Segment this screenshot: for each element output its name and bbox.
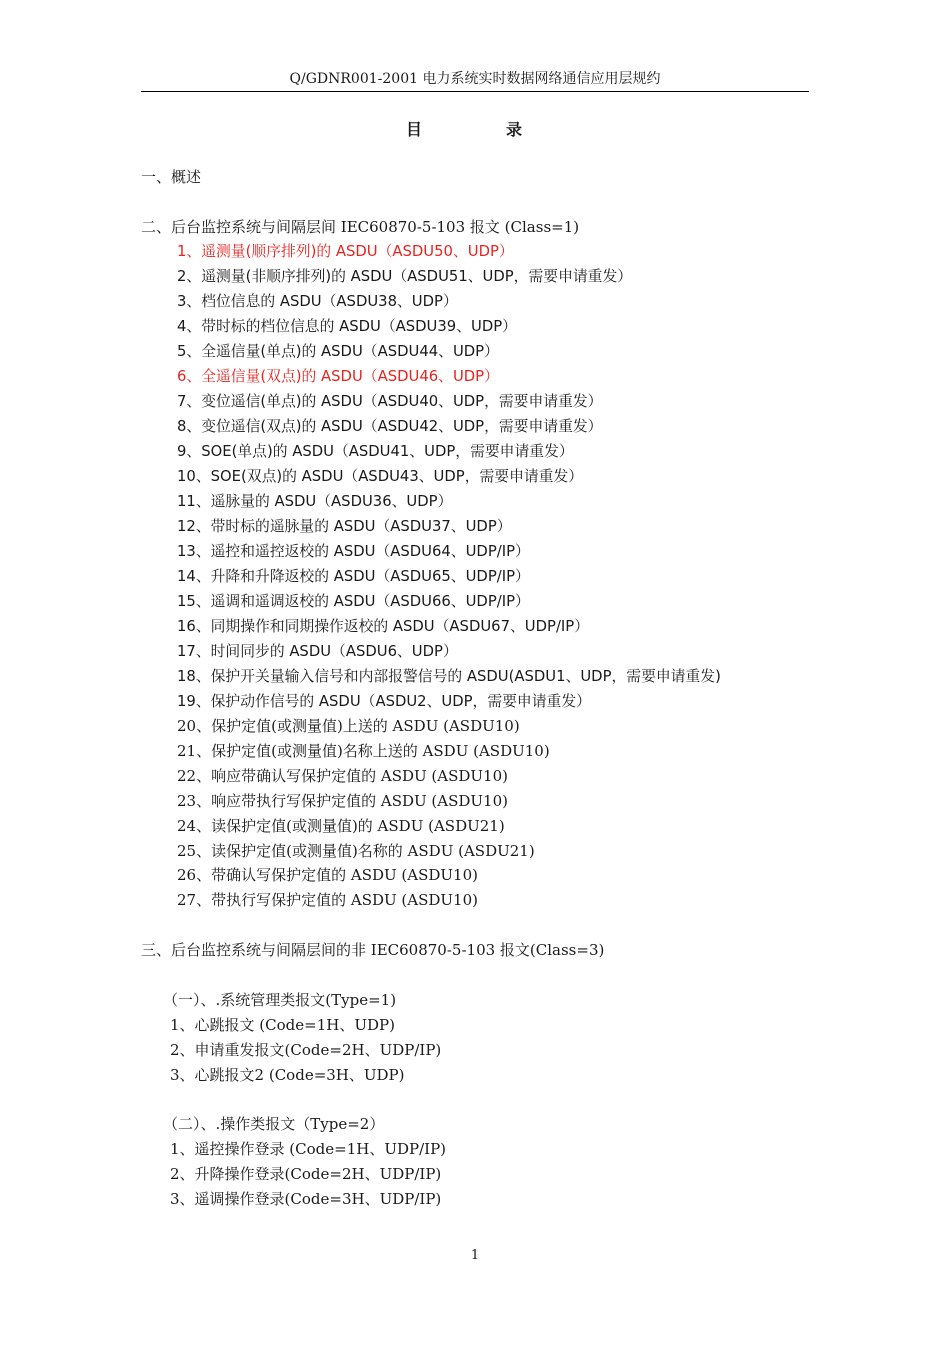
- toc-title-char-1: 目: [406, 120, 423, 139]
- toc-item: 27、带执行写保护定值的 ASDU (ASDU10): [177, 891, 478, 909]
- toc-item: 11、遥脉量的 ASDU（ASDU36、UDP）: [177, 493, 453, 510]
- toc-item: 17、时间同步的 ASDU（ASDU6、UDP）: [177, 643, 458, 660]
- toc-item: 6、全遥信量(双点)的 ASDU（ASDU46、UDP）: [177, 368, 499, 385]
- toc-item: 24、读保护定值(或测量值)的 ASDU (ASDU21): [177, 817, 505, 835]
- toc-item: 19、保护动作信号的 ASDU（ASDU2、UDP，需要申请重发）: [177, 693, 591, 710]
- toc-item: 2、升降操作登录(Code=2H、UDP/IP): [170, 1165, 442, 1183]
- group-2-title: （二）、.操作类报文（Type=2）: [163, 1115, 385, 1133]
- toc-item: 1、遥测量(顺序排列)的 ASDU（ASDU50、UDP）: [177, 243, 514, 260]
- toc-item: 3、档位信息的 ASDU（ASDU38、UDP）: [177, 293, 458, 310]
- toc-item: 23、响应带执行写保护定值的 ASDU (ASDU10): [177, 792, 508, 810]
- toc-item: 25、读保护定值(或测量值)名称的 ASDU (ASDU21): [177, 842, 535, 860]
- toc-item: 13、遥控和遥控返校的 ASDU（ASDU64、UDP/IP）: [177, 543, 530, 560]
- toc-item: 3、心跳报文2 (Code=3H、UDP): [170, 1066, 405, 1084]
- toc-item: 16、同期操作和同期操作返校的 ASDU（ASDU67、UDP/IP）: [177, 618, 590, 635]
- toc-item: 5、全遥信量(单点)的 ASDU（ASDU44、UDP）: [177, 343, 499, 360]
- section-3-heading: 三、后台监控系统与间隔层间的非 IEC60870-5-103 报文(Class=3): [141, 941, 605, 959]
- toc-item: 9、SOE(单点)的 ASDU（ASDU41、UDP，需要申请重发）: [177, 443, 574, 460]
- toc-item: 20、保护定值(或测量值)上送的 ASDU (ASDU10): [177, 717, 520, 735]
- toc-item: 1、遥控操作登录 (Code=1H、UDP/IP): [170, 1140, 447, 1158]
- page-header: Q/GDNR001-2001 电力系统实时数据网络通信应用层规约: [289, 71, 661, 87]
- toc-item: 4、带时标的档位信息的 ASDU（ASDU39、UDP）: [177, 318, 517, 335]
- toc-item: 7、变位遥信(单点)的 ASDU（ASDU40、UDP，需要申请重发）: [177, 393, 603, 410]
- toc-item: 15、遥调和遥调返校的 ASDU（ASDU66、UDP/IP）: [177, 593, 530, 610]
- toc-item: 12、带时标的遥脉量的 ASDU（ASDU37、UDP）: [177, 518, 512, 535]
- toc-item: 2、遥测量(非顺序排列)的 ASDU（ASDU51、UDP，需要申请重发）: [177, 268, 633, 285]
- section-2-heading: 二、后台监控系统与间隔层间 IEC60870-5-103 报文 (Class=1): [141, 218, 580, 236]
- toc-item: 1、心跳报文 (Code=1H、UDP): [170, 1016, 395, 1034]
- toc-item: 10、SOE(双点)的 ASDU（ASDU43、UDP，需要申请重发）: [177, 468, 584, 485]
- toc-item: 2、申请重发报文(Code=2H、UDP/IP): [170, 1041, 442, 1059]
- header-rule: [141, 91, 809, 92]
- toc-item: 22、响应带确认写保护定值的 ASDU (ASDU10): [177, 767, 508, 785]
- toc-item: 21、保护定值(或测量值)名称上送的 ASDU (ASDU10): [177, 742, 550, 760]
- page-number: 1: [470, 1248, 480, 1263]
- toc-item: 26、带确认写保护定值的 ASDU (ASDU10): [177, 866, 478, 884]
- toc-title-char-2: 录: [506, 120, 523, 139]
- toc-item: 14、升降和升降返校的 ASDU（ASDU65、UDP/IP）: [177, 568, 530, 585]
- toc-item: 18、保护开关量输入信号和内部报警信号的 ASDU(ASDU1、UDP，需要申请重发): [177, 668, 721, 685]
- toc-item: 3、遥调操作登录(Code=3H、UDP/IP): [170, 1190, 442, 1208]
- group-1-title: （一）、.系统管理类报文(Type=1): [163, 991, 397, 1009]
- section-1-heading: 一、概述: [141, 168, 202, 186]
- toc-item: 8、变位遥信(双点)的 ASDU（ASDU42、UDP，需要申请重发）: [177, 418, 603, 435]
